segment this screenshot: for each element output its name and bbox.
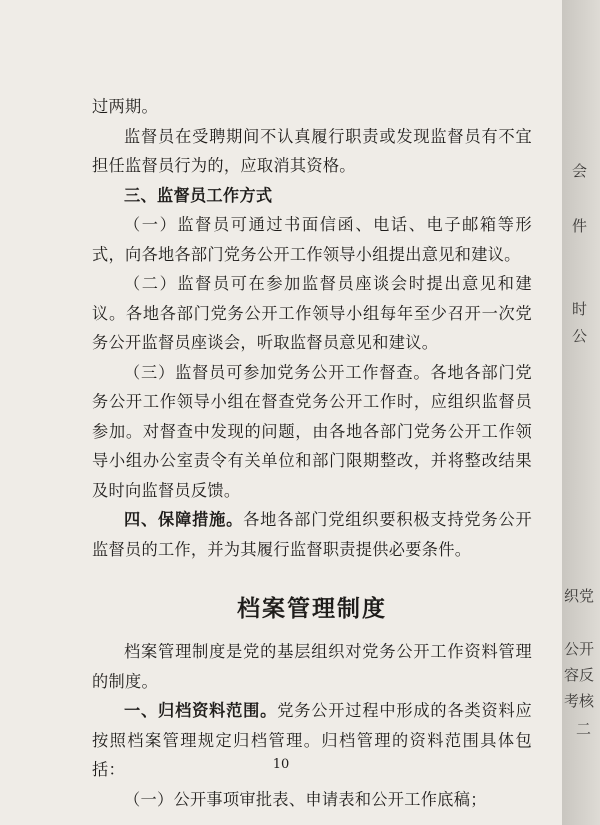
edge-text: 容反 (564, 666, 595, 684)
edge-text: 会 (572, 162, 588, 180)
adjacent-page-edge (562, 0, 600, 825)
section-3-item-1: （一）监督员可通过书面信函、电话、电子邮箱等形式，向各地各部门党务公开工作领导小组提出意见和建议。 (92, 215, 532, 264)
section-4-body: 各地各部门党组织要积极支持党务公开监督员的工作，并为其履行监督职责提供必要条件。 (92, 510, 532, 559)
archive-scope-heading: 一、归档资料范围。 (124, 701, 278, 720)
edge-text: 二 (576, 720, 592, 738)
edge-text: 件 (572, 217, 588, 235)
section-3-item-3: （三）监督员可参加党务公开工作督查。各地各部门党务公开工作领导小组在督查党务公开工作时，应组织监督员参加。对督查中发现的问题，由各地各部门党务公开工作领导小组办公室责令有关单位和部门限期整改，并将整改结果及时向监督员反馈。 (92, 362, 532, 500)
section-3-heading: 三、监督员工作方式 (124, 185, 273, 205)
archive-item-1: （一）公开事项审批表、申请表和公开工作底稿； (124, 789, 487, 809)
archive-title: 档案管理制度 (237, 596, 387, 622)
edge-text: 考核 (564, 692, 595, 710)
section-4-heading: 四、保障措施。 (124, 510, 244, 529)
section-3-item-2: （二）监督员可在参加监督员座谈会时提出意见和建议。各地各部门党务公开工作领导小组每年至少召开一次党务公开监督员座谈会，听取监督员意见和建议。 (92, 274, 532, 352)
page-number: 10 (272, 757, 290, 772)
edge-text: 公 (572, 327, 588, 345)
edge-text: 时 (572, 300, 588, 318)
paragraph-disqualification: 监督员在受聘期间不认真履行职责或发现监督员有不宜担任监督员行为的，应取消其资格。 (92, 126, 532, 175)
archive-intro: 档案管理制度是党的基层组织对党务公开工作资料管理的制度。 (92, 642, 532, 691)
paragraph-line-1: 过两期。 (92, 97, 158, 116)
section-4-paragraph (92, 505, 532, 564)
page-content (92, 92, 532, 814)
archive-scope-body: 党务公开过程中形成的各类资料应按照档案管理规定归档管理。归档管理的资料范围具体包括： (92, 701, 532, 779)
edge-text: 织党 (564, 587, 595, 605)
edge-text: 公开 (564, 640, 595, 658)
